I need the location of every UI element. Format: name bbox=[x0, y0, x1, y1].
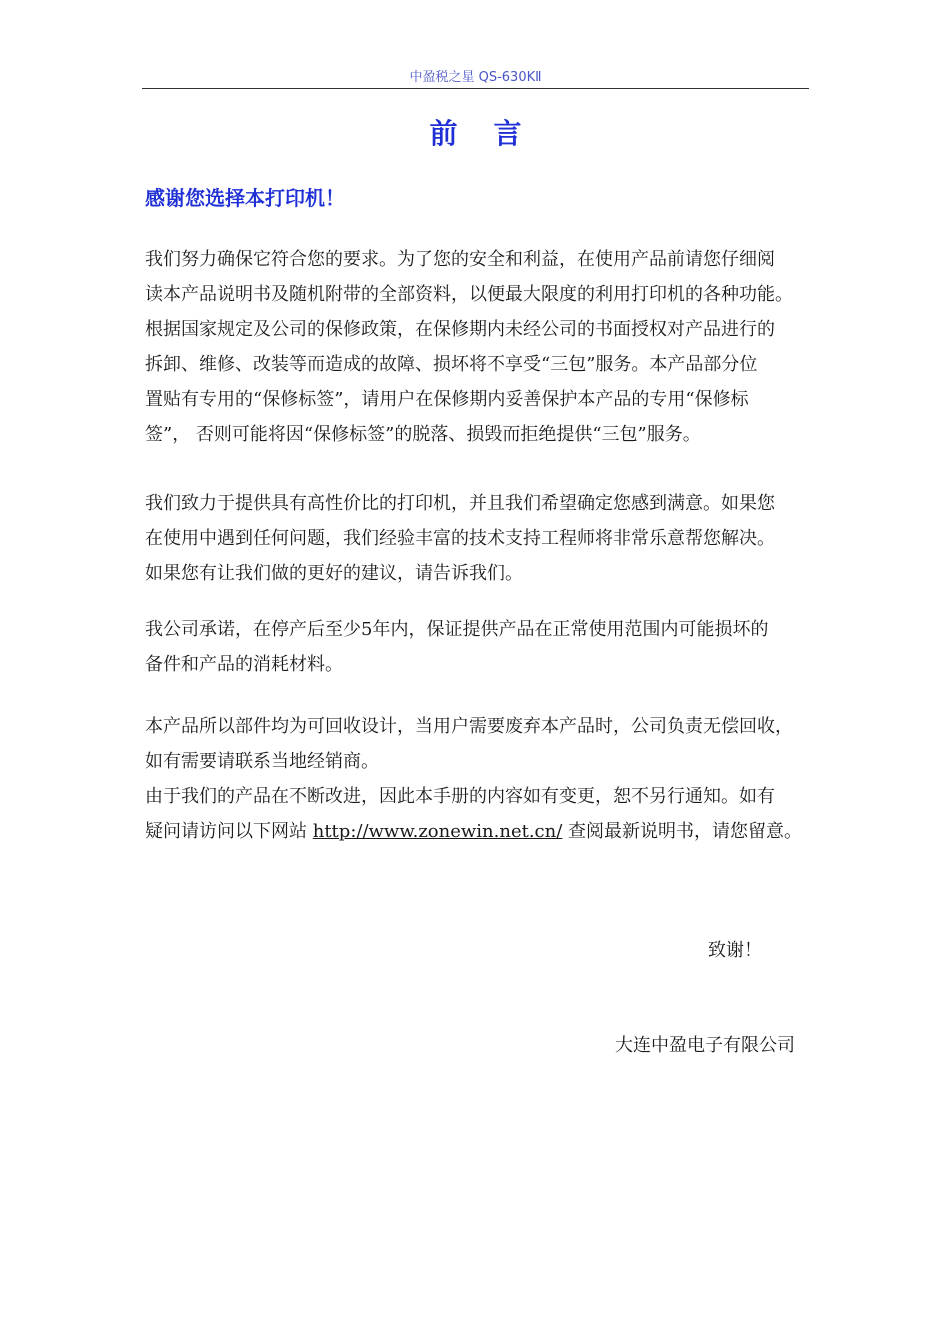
page-title: 前言 bbox=[429, 117, 558, 150]
link-prefix-text: 疑问请访问以下网站 bbox=[145, 821, 313, 842]
text-line: 由于我们的产品在不断改进，因此本手册的内容如有变更，恕不另行通知。如有 bbox=[145, 786, 775, 807]
text-line: 拆卸、维修、改装等而造成的故障、损坏将不享受“三包”服务。本产品部分位 bbox=[145, 354, 758, 375]
company-signature: 大连中盈电子有限公司 bbox=[615, 1035, 795, 1056]
text-line: 备件和产品的消耗材料。 bbox=[145, 654, 343, 675]
website-link[interactable]: http://www.zonewin.net.cn/ bbox=[312, 821, 563, 842]
text-line: 签”， 否则可能将因“保修标签”的脱落、损毁而拒绝提供“三包”服务。 bbox=[145, 424, 701, 445]
text-line: 读本产品说明书及随机附带的全部资料，以便最大限度的利用打印机的各种功能。 bbox=[145, 284, 793, 305]
subtitle: 感谢您选择本打印机！ bbox=[145, 186, 345, 210]
paragraph-commitment bbox=[145, 612, 810, 682]
closing-thanks: 致谢！ bbox=[708, 940, 762, 961]
text-line: 如有需要请联系当地经销商。 bbox=[145, 751, 379, 772]
text-line: 我们努力确保它符合您的要求。为了您的安全和利益，在使用产品前请您仔细阅 bbox=[145, 249, 775, 270]
paragraph-support bbox=[145, 486, 810, 591]
text-line: 如果您有让我们做的更好的建议，请告诉我们。 bbox=[145, 563, 523, 584]
running-header: 中盈税之星 QS-630KⅡ bbox=[409, 70, 542, 85]
header-divider bbox=[142, 88, 809, 89]
text-line: 我们致力于提供具有高性价比的打印机，并且我们希望确定您感到满意。如果您 bbox=[145, 493, 775, 514]
paragraph-warranty bbox=[145, 242, 810, 452]
text-line: 根据国家规定及公司的保修政策，在保修期内未经公司的书面授权对产品进行的 bbox=[145, 319, 775, 340]
text-line-with-link bbox=[145, 814, 810, 849]
link-suffix-text: 查阅最新说明书，请您留意。 bbox=[562, 821, 803, 842]
text-line: 本产品所以部件均为可回收设计，当用户需要废弃本产品时，公司负责无偿回收， bbox=[145, 716, 793, 737]
text-line: 在使用中遇到任何问题，我们经验丰富的技术支持工程师将非常乐意帮您解决。 bbox=[145, 528, 775, 549]
text-line: 置贴有专用的“保修标签”，请用户在保修期内妥善保护本产品的专用“保修标 bbox=[145, 389, 749, 410]
paragraph-recycling bbox=[145, 709, 810, 849]
text-line: 我公司承诺，在停产后至少5年内，保证提供产品在正常使用范围内可能损坏的 bbox=[145, 619, 769, 640]
